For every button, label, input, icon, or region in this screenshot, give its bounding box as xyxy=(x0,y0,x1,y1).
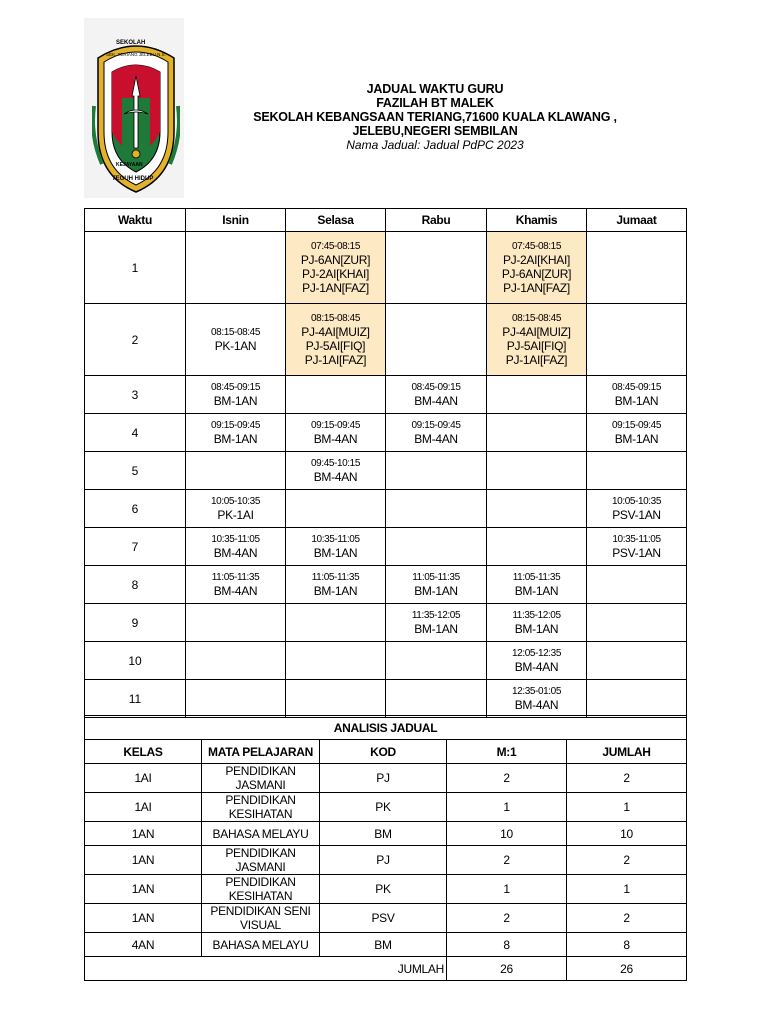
slot-class: BM-4AN xyxy=(213,545,258,560)
slot-selasa xyxy=(286,304,386,376)
slot-khamis xyxy=(487,490,587,528)
slot-class: BM-1AN xyxy=(213,431,258,446)
slot-isnin xyxy=(186,452,286,490)
analysis-cell: 8 xyxy=(447,933,567,957)
analysis-cell: 10 xyxy=(447,822,567,846)
period-number: 4 xyxy=(85,414,186,452)
timetable-row xyxy=(85,680,687,718)
slot-time: 11:05-11:35 xyxy=(412,571,460,583)
analysis-row xyxy=(85,793,687,822)
slot-rabu xyxy=(386,490,487,528)
period-number: 3 xyxy=(85,376,186,414)
slot-content xyxy=(386,414,486,451)
slot-content xyxy=(186,414,285,451)
analysis-cell: 1 xyxy=(567,875,687,904)
slot-khamis xyxy=(487,680,587,718)
analysis-row xyxy=(85,933,687,957)
slot-class: PJ-4AI[MUIZ] xyxy=(502,324,571,339)
analysis-cell: BAHASA MELAYU xyxy=(202,933,320,957)
timetable-header-row xyxy=(85,209,687,232)
analysis-cell: 1AN xyxy=(85,822,202,846)
slot-content xyxy=(487,566,586,603)
analysis-cell: BM xyxy=(320,822,447,846)
timetable-row xyxy=(85,304,687,376)
header-teacher-name: FAZILAH BT MALEK xyxy=(376,96,494,110)
timetable-row xyxy=(85,604,687,642)
period-number: 10 xyxy=(85,642,186,680)
analysis-cell: PK xyxy=(320,875,447,904)
slot-class: PJ-2AI[KHAI] xyxy=(502,252,571,267)
slot-class: BM-1AN xyxy=(514,583,559,598)
slot-time: 09:15-09:45 xyxy=(411,419,461,431)
slot-selasa xyxy=(286,680,386,718)
slot-content xyxy=(587,376,686,413)
slot-time: 08:45-09:15 xyxy=(612,381,661,393)
slot-selasa xyxy=(286,376,386,414)
analysis-cell: 1AN xyxy=(85,904,202,933)
slot-time: 08:15-08:45 xyxy=(311,312,360,324)
slot-khamis xyxy=(487,642,587,680)
slot-time: 12:05-12:35 xyxy=(512,647,561,659)
analysis-total-row xyxy=(85,957,687,981)
slot-content xyxy=(487,304,586,375)
slot-isnin xyxy=(186,680,286,718)
slot-rabu xyxy=(386,376,487,414)
slot-jumaat xyxy=(587,304,687,376)
analysis-cell: 2 xyxy=(447,764,567,793)
slot-time: 10:05-10:35 xyxy=(612,495,661,507)
analysis-cell: 1 xyxy=(567,793,687,822)
slot-jumaat xyxy=(587,680,687,718)
analysis-cell: PJ xyxy=(320,764,447,793)
slot-class: BM-4AN xyxy=(313,431,358,446)
analysis-header-row xyxy=(85,740,687,764)
slot-class: PSV-1AN xyxy=(612,545,661,560)
slot-content xyxy=(487,604,586,641)
period-number: 6 xyxy=(85,490,186,528)
slot-class: BM-4AN xyxy=(514,697,559,712)
slot-khamis xyxy=(487,566,587,604)
slot-time: 10:35-11:05 xyxy=(211,533,260,545)
slot-class: BM-4AN xyxy=(514,659,559,674)
column-header-rabu: Rabu xyxy=(386,209,487,232)
analysis-cell: 2 xyxy=(567,846,687,875)
header-school: SEKOLAH KEBANGSAAN TERIANG,71600 KUALA KLAWANG , JELEBU,NEGERI SEMBILAN xyxy=(253,110,617,138)
slot-time: 08:15-08:45 xyxy=(211,326,260,338)
slot-time: 11:35-12:05 xyxy=(512,609,561,621)
slot-class: BM-1AN xyxy=(313,545,358,560)
slot-rabu xyxy=(386,680,487,718)
analysis-title-row xyxy=(85,716,687,740)
analysis-header-cell: M:1 xyxy=(447,740,567,764)
timetable-row xyxy=(85,642,687,680)
analysis-cell: PENDIDIKAN KESIHATAN xyxy=(202,875,320,904)
slot-class: BM-1AN xyxy=(414,583,458,598)
slot-class: PJ-1AN[FAZ] xyxy=(302,280,369,295)
slot-time: 09:15-09:45 xyxy=(211,419,260,431)
analysis-row xyxy=(85,904,687,933)
crest-motto-2: TEGUH HIDUP xyxy=(112,176,154,182)
slot-time: 12:35-01:05 xyxy=(512,685,561,697)
slot-class: BM-1AN xyxy=(514,621,559,636)
crest-top-text: SEKOLAH xyxy=(116,40,146,46)
analysis-header-cell: KOD xyxy=(320,740,447,764)
analysis-cell: 2 xyxy=(567,764,687,793)
slot-time: 09:15-09:45 xyxy=(311,419,360,431)
period-number: 9 xyxy=(85,604,186,642)
timetable-row xyxy=(85,376,687,414)
slot-khamis xyxy=(487,232,587,304)
slot-khamis xyxy=(487,528,587,566)
slot-isnin xyxy=(186,304,286,376)
analysis-total-label: JUMLAH xyxy=(85,957,447,981)
slot-selasa xyxy=(286,452,386,490)
slot-time: 09:45-10:15 xyxy=(311,457,360,469)
slot-khamis xyxy=(487,376,587,414)
slot-content xyxy=(286,232,385,303)
slot-content xyxy=(487,232,586,303)
slot-content xyxy=(487,680,586,717)
slot-khamis xyxy=(487,452,587,490)
slot-time: 10:35-11:05 xyxy=(612,533,661,545)
slot-rabu xyxy=(386,528,487,566)
slot-content xyxy=(487,642,586,679)
period-number: 5 xyxy=(85,452,186,490)
slot-class: PK-1AI xyxy=(217,507,254,522)
timetable-row xyxy=(85,490,687,528)
slot-rabu xyxy=(386,452,487,490)
slot-selasa xyxy=(286,232,386,304)
column-header-khamis: Khamis xyxy=(487,209,587,232)
analysis-cell: 10 xyxy=(567,822,687,846)
slot-class: BM-1AN xyxy=(614,393,659,408)
crest-ring-text: SEK. TERIANG JELEBU N.S. xyxy=(106,52,166,57)
slot-selasa xyxy=(286,642,386,680)
timetable-row xyxy=(85,414,687,452)
slot-class: BM-4AN xyxy=(213,583,258,598)
slot-selasa xyxy=(286,528,386,566)
slot-content xyxy=(587,414,686,451)
slot-content xyxy=(587,528,686,565)
slot-rabu xyxy=(386,642,487,680)
slot-content xyxy=(386,376,486,413)
analysis-header-cell: MATA PELAJARAN xyxy=(202,740,320,764)
school-crest-logo xyxy=(92,36,180,196)
document-header xyxy=(220,82,650,152)
slot-content xyxy=(386,604,486,641)
analysis-cell: 2 xyxy=(567,904,687,933)
analysis-cell: 1 xyxy=(447,793,567,822)
slot-time: 07:45-08:15 xyxy=(512,240,561,252)
slot-isnin xyxy=(186,376,286,414)
header-title: JADUAL WAKTU GURU xyxy=(366,82,504,96)
slot-isnin xyxy=(186,490,286,528)
column-header-jumaat: Jumaat xyxy=(587,209,687,232)
analysis-cell: 1AI xyxy=(85,764,202,793)
slot-class: BM-4AN xyxy=(414,393,458,408)
slot-class: PJ-1AI[FAZ] xyxy=(304,352,367,367)
slot-class: PJ-5AI[FIQ] xyxy=(506,338,567,353)
analysis-cell: 1AN xyxy=(85,875,202,904)
slot-rabu xyxy=(386,604,487,642)
slot-jumaat xyxy=(587,528,687,566)
slot-time: 11:05-11:35 xyxy=(311,571,360,583)
column-header-waktu: Waktu xyxy=(85,209,186,232)
slot-content xyxy=(286,566,385,603)
slot-khamis xyxy=(487,304,587,376)
slot-selasa xyxy=(286,566,386,604)
analysis-title: ANALISIS JADUAL xyxy=(85,716,687,740)
slot-rabu xyxy=(386,304,487,376)
slot-class: PJ-5AI[FIQ] xyxy=(305,338,366,353)
analysis-header-cell: KELAS xyxy=(85,740,202,764)
analysis-row xyxy=(85,822,687,846)
analysis-cell: 8 xyxy=(567,933,687,957)
analysis-cell: 2 xyxy=(447,846,567,875)
analysis-total-m1: 26 xyxy=(447,957,567,981)
period-number: 8 xyxy=(85,566,186,604)
slot-khamis xyxy=(487,604,587,642)
analysis-cell: PENDIDIKAN JASMANI xyxy=(202,846,320,875)
period-number: 7 xyxy=(85,528,186,566)
analysis-cell: PENDIDIKAN JASMANI xyxy=(202,764,320,793)
slot-jumaat xyxy=(587,414,687,452)
slot-jumaat xyxy=(587,604,687,642)
slot-class: PJ-6AN[ZUR] xyxy=(300,252,371,267)
slot-content xyxy=(286,528,385,565)
slot-time: 11:05-11:35 xyxy=(211,571,260,583)
slot-khamis xyxy=(487,414,587,452)
slot-content xyxy=(186,304,285,375)
slot-content xyxy=(286,304,385,375)
period-number: 2 xyxy=(85,304,186,376)
slot-time: 11:35-12:05 xyxy=(411,609,461,621)
slot-time: 10:05-10:35 xyxy=(211,495,260,507)
slot-isnin xyxy=(186,604,286,642)
slot-time: 11:05-11:35 xyxy=(512,571,561,583)
slot-class: PSV-1AN xyxy=(612,507,661,522)
slot-class: BM-1AN xyxy=(213,393,258,408)
slot-selasa xyxy=(286,604,386,642)
analysis-cell: PSV xyxy=(320,904,447,933)
slot-content xyxy=(186,490,285,527)
slot-time: 10:35-11:05 xyxy=(311,533,360,545)
slot-jumaat xyxy=(587,642,687,680)
slot-content xyxy=(286,414,385,451)
period-number: 11 xyxy=(85,680,186,718)
slot-selasa xyxy=(286,490,386,528)
slot-class: BM-4AN xyxy=(313,469,358,484)
timetable-row xyxy=(85,566,687,604)
slot-jumaat xyxy=(587,232,687,304)
analysis-cell: PK xyxy=(320,793,447,822)
slot-class: BM-1AN xyxy=(414,621,458,636)
column-header-selasa: Selasa xyxy=(286,209,386,232)
analysis-cell: BAHASA MELAYU xyxy=(202,822,320,846)
slot-time: 07:45-08:15 xyxy=(311,240,360,252)
slot-class: PJ-1AN[FAZ] xyxy=(503,280,570,295)
slot-rabu xyxy=(386,566,487,604)
slot-isnin xyxy=(186,414,286,452)
slot-isnin xyxy=(186,232,286,304)
analysis-cell: PENDIDIKAN KESIHATAN xyxy=(202,793,320,822)
slot-time: 09:15-09:45 xyxy=(612,419,661,431)
slot-time: 08:45-09:15 xyxy=(211,381,260,393)
slot-class: PJ-1AI[FAZ] xyxy=(505,352,568,367)
analysis-row xyxy=(85,875,687,904)
analysis-table xyxy=(84,715,687,981)
slot-content xyxy=(286,452,385,489)
analysis-cell: 4AN xyxy=(85,933,202,957)
slot-time: 08:15-08:45 xyxy=(512,312,561,324)
slot-class: BM-4AN xyxy=(414,431,458,446)
slot-jumaat xyxy=(587,452,687,490)
slot-class: PJ-6AN[ZUR] xyxy=(501,266,572,281)
slot-jumaat xyxy=(587,490,687,528)
slot-selasa xyxy=(286,414,386,452)
analysis-cell: 1AN xyxy=(85,846,202,875)
slot-class: BM-1AN xyxy=(614,431,659,446)
slot-isnin xyxy=(186,528,286,566)
slot-isnin xyxy=(186,566,286,604)
slot-class: BM-1AN xyxy=(313,583,358,598)
analysis-total-jumlah: 26 xyxy=(567,957,687,981)
analysis-cell: 1 xyxy=(447,875,567,904)
slot-isnin xyxy=(186,642,286,680)
analysis-header-cell: JUMLAH xyxy=(567,740,687,764)
timetable xyxy=(84,208,687,718)
timetable-row xyxy=(85,232,687,304)
timetable-row xyxy=(85,452,687,490)
slot-content xyxy=(186,376,285,413)
analysis-cell: 2 xyxy=(447,904,567,933)
analysis-row xyxy=(85,846,687,875)
slot-content xyxy=(186,566,285,603)
analysis-cell: BM xyxy=(320,933,447,957)
slot-class: PJ-2AI[KHAI] xyxy=(301,266,370,281)
column-header-isnin: Isnin xyxy=(186,209,286,232)
analysis-row xyxy=(85,764,687,793)
timetable-body xyxy=(85,232,687,718)
analysis-cell: 1AI xyxy=(85,793,202,822)
analysis-cell: PJ xyxy=(320,846,447,875)
slot-rabu xyxy=(386,414,487,452)
slot-content xyxy=(186,528,285,565)
period-number: 1 xyxy=(85,232,186,304)
slot-class: PJ-4AI[MUIZ] xyxy=(301,324,370,339)
slot-time: 08:45-09:15 xyxy=(411,381,461,393)
slot-content xyxy=(386,566,486,603)
timetable-row xyxy=(85,528,687,566)
slot-jumaat xyxy=(587,566,687,604)
crest-motto-1: KEJAYAAN xyxy=(116,162,143,168)
header-schedule-name: Nama Jadual: Jadual PdPC 2023 xyxy=(346,138,524,152)
slot-jumaat xyxy=(587,376,687,414)
slot-rabu xyxy=(386,232,487,304)
slot-class: PK-1AN xyxy=(214,338,257,353)
analysis-cell: PENDIDIKAN SENI VISUAL xyxy=(202,904,320,933)
slot-content xyxy=(587,490,686,527)
